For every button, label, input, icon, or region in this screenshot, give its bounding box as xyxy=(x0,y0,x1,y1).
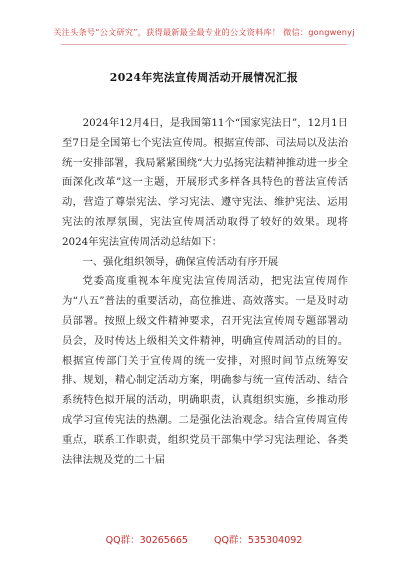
qq-group-2: QQ群：535304092 xyxy=(213,535,303,546)
document-title: 2024年宪法宣传周活动开展情况汇报 xyxy=(109,71,299,84)
paragraph-intro: 2024年12月4日，是我国第11个“国家宪法日”，12月1日至7日是全国第七个宪法宣传周。根据宣传部、司法局以及法治统一安排部署，我局紧紧围绕“大力弘扬宪法精神推动进一步全面深化改革”这一主题，开展形式多样各具特色的普法宣传活动，营造了尊崇宪法、学习宪法、遵守宪法、维护宪法、运用宪法的浓厚氛围，宪法宣传周活动取得了较好的效果。现将2024年宪法宣传周活动总结如下： xyxy=(62,117,348,248)
header-note: 关注头条号“公文研究”，获得最新最全最专业的公文资料库！ 微信：gongwenyj xyxy=(53,27,355,37)
footer-contact xyxy=(0,532,408,546)
section-heading-1: 一、强化组织领导，确保宣传活动有序开展 xyxy=(82,255,279,268)
paragraph-section-1: 党委高度重视本年度宪法宣传周活动，把宪法宣传周作为“八五”普法的重要活动，高位推进、高效落实。一是及时动员部署。按照上级文件精神要求，召开宪法宣传周专题部署动员会，及时传达上级相关文件精神，明确宣传周活动的目的。根据宣传部门关于宣传周的统一安排，对照时间节点统筹安排、规划，精心制定活动方案，明确参与统一宣传活动、结合系统特色拟开展的活动，明确职责，认真组织实施，乡推动形成学习宣传宪法的热潮。二是强化法治观念。结合宣传周宣传重点，联系工作职责，组织党员干部集中学习宪法理论、各类法律法规及党的二十届 xyxy=(62,275,348,466)
qq-group-1: QQ群：30265665 xyxy=(105,535,188,546)
header-divider xyxy=(61,44,347,45)
document-body xyxy=(62,114,348,470)
